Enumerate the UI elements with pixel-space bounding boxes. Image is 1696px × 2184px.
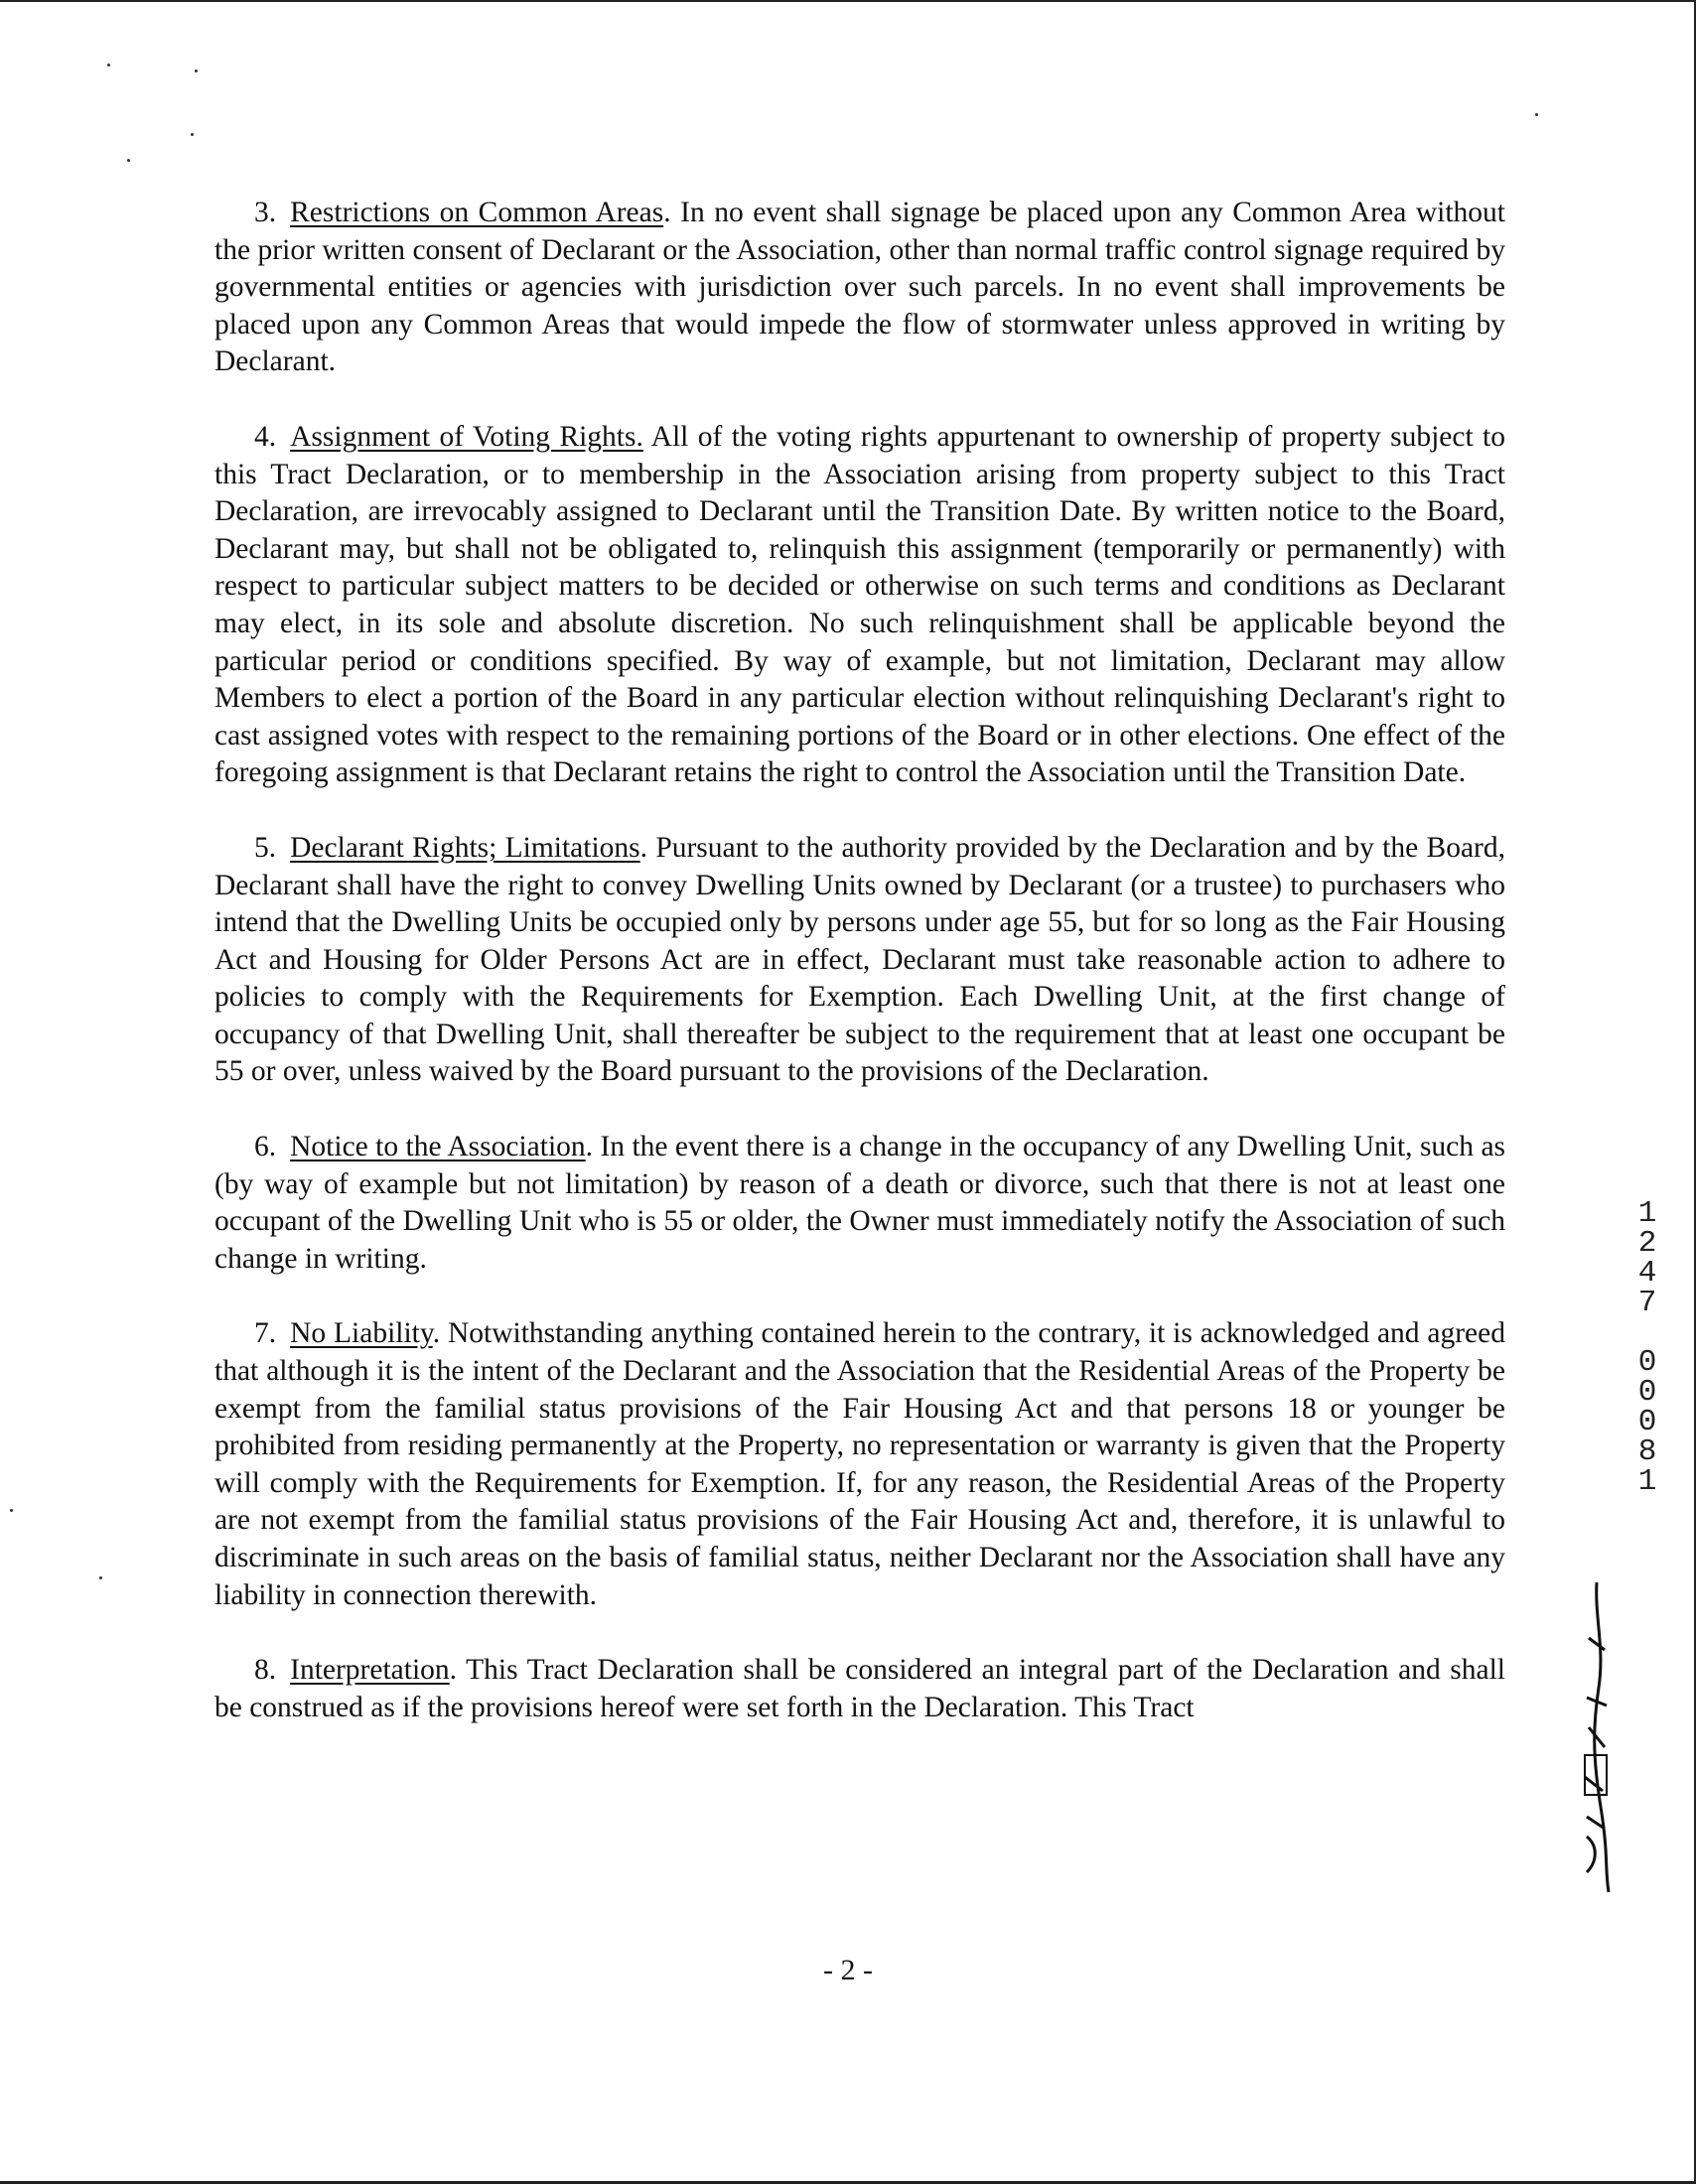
paragraph-interpretation (214, 1652, 1505, 1726)
paragraph-restrictions-on-common-areas (214, 195, 1505, 381)
section-number: 4. (254, 420, 277, 453)
section-heading: Declarant Rights; Limitations (290, 831, 640, 864)
recording-number-stamp (1630, 1196, 1664, 1499)
heading-punctuation: . (432, 1317, 441, 1350)
paragraph-no-liability (214, 1315, 1505, 1614)
stamp-gap (1630, 1318, 1664, 1348)
page-number: - 2 - (823, 1954, 873, 1986)
stamp-digit: 8 (1637, 1434, 1657, 1469)
section-number: 6. (254, 1131, 277, 1163)
stamp-digit: 1 (1637, 1464, 1657, 1499)
section-heading: No Liability (290, 1317, 433, 1350)
paragraph-assignment-of-voting-rights (214, 419, 1505, 792)
scan-speck (107, 64, 110, 67)
heading-punctuation: . (663, 197, 671, 228)
stamp-digit: 7 (1637, 1286, 1657, 1320)
section-heading: Assignment of Voting Rights. (290, 420, 643, 453)
section-heading: Restrictions on Common Areas (290, 197, 664, 228)
scan-speck (195, 69, 198, 72)
section-number: 8. (254, 1654, 277, 1687)
stamp-digit: 1 (1637, 1196, 1657, 1231)
heading-punctuation: . (639, 831, 648, 864)
scan-speck (10, 1509, 13, 1512)
scan-speck (191, 133, 194, 136)
section-text: In no event shall signage be placed upon any Common Area without the prior written consent of Declarant or the Association, other than normal traffic control signage required by governmental entities or agencies with jurisdiction over such parcels. In no event shall improvements be placed upon any Common Areas that would impede the flow of stormwater unless approved in writing by Declarant. (214, 197, 1505, 378)
paragraph-declarant-rights-limitations (214, 830, 1505, 1091)
scan-speck (1535, 113, 1538, 116)
stamp-digit: 0 (1637, 1345, 1657, 1380)
section-number: 5. (254, 831, 277, 864)
section-heading: Notice to the Association (290, 1131, 586, 1163)
section-text: In the event there is a change in the occupancy of any Dwelling Unit, such as (by way of example but not limitation) by reason of a death or divorce, such that there is not at least one occupant of the Dwelling Unit who is 55 or older, the Owner must immediately notify the Association of such change in writing. (214, 1131, 1506, 1275)
section-heading: Interpretation (290, 1654, 450, 1687)
section-number: 3. (254, 197, 277, 228)
section-text: Pursuant to the authority provided by the Declaration and by the Board, Declarant shall have the right to convey Dwelling Units owned by Declarant (or a trustee) to purchasers who intend that the Dwelling Units be occupied only by persons under age 55, but for so long as the Fair Housing Act and Housing for Older Persons Act are in effect, Declarant must take reasonable action to adhere to policies to comply with the Requirements for Exemption. Each Dwelling Unit, at the first change of occupancy of that Dwelling Unit, shall thereafter be subject to the requirement that at least one occupant be 55 or over, unless waived by the Board pursuant to the provisions of the Declaration. (214, 831, 1505, 1088)
heading-punctuation: . (585, 1131, 594, 1163)
stamp-digit: 0 (1637, 1405, 1657, 1439)
document-body (214, 195, 1505, 1764)
section-text: All of the voting rights appurtenant to ownership of property subject to this Tract Declaration, or to membership in the Association arising from property subject to this Tract Declaration, are irrevocably assigned to Declarant until the Transition Date. By written notice to the Board, Declarant may, but shall not be obligated to, relinquish this assignment (temporarily or permanently) with respect to particular subject matters to be decided or otherwise on such terms and conditions as Declarant may elect, in its sole and absolute discretion. No such relinquishment shall be applicable beyond the particular period or conditions specified. By way of example, but not limitation, Declarant may allow Members to elect a portion of the Board in any particular election without relinquishing Declarant's right to cast assigned votes with respect to the remaining portions of the Board or in other elections. One effect of the foregoing assignment is that Declarant retains the right to control the Association until the Transition Date. (214, 420, 1506, 789)
handwritten-initials-mark (1575, 1578, 1625, 1896)
section-text: This Tract Declaration shall be considered an integral part of the Declaration and shall be construed as if the provisions hereof were set forth in the Declaration. This Tract (214, 1654, 1506, 1723)
stamp-digit: 4 (1637, 1256, 1657, 1291)
paragraph-notice-to-the-association (214, 1129, 1505, 1278)
scan-speck (127, 159, 130, 162)
section-number: 7. (254, 1317, 277, 1350)
heading-punctuation: . (449, 1654, 458, 1687)
stamp-digit: 0 (1637, 1375, 1657, 1410)
scan-speck (99, 1576, 102, 1579)
section-text: Notwithstanding anything contained herein to the contrary, it is acknowledged and agreed that although it is the intent of the Declarant and the Association that the Residential Areas of the Property be exempt from the familial status provisions of the Fair Housing Act and that persons 18 or younger be prohibited from residing permanently at the Property, no representation or warranty is given that the Property will comply with the Requirements for Exemption. If, for any reason, the Residential Areas of the Property are not exempt from the familial status provisions of the Fair Housing Act and, therefore, it is unlawful to discriminate in such areas on the basis of familial status, neither Declarant nor the Association shall have any liability in connection therewith. (214, 1317, 1505, 1611)
stamp-digit: 2 (1637, 1226, 1657, 1261)
